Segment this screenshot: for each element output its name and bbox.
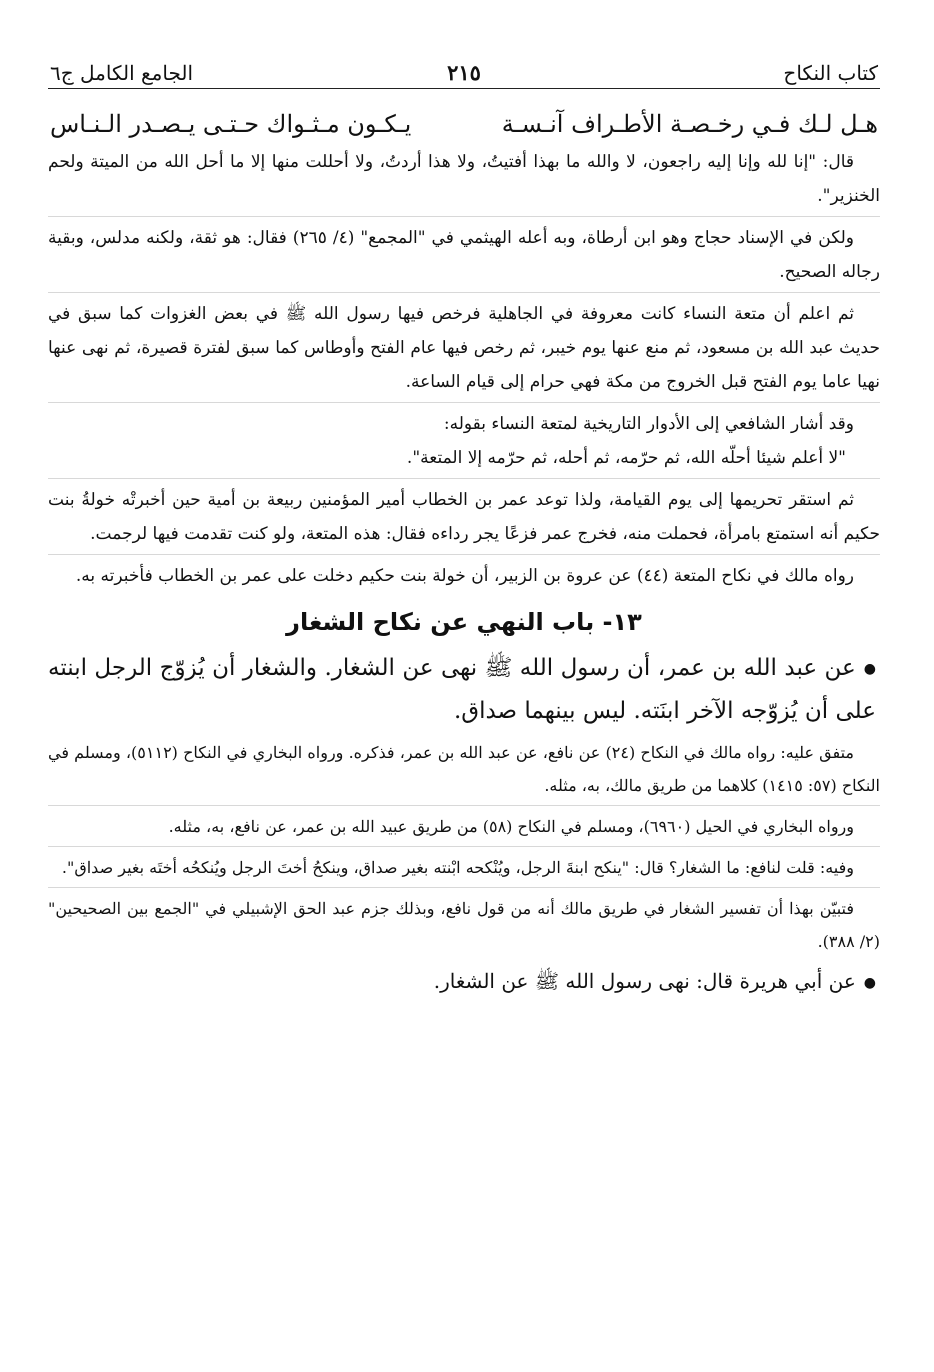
paragraph-shafii-quote: "لا أعلم شيئا أحلّه الله، ثم حرّمه، ثم أحله، ثم حرّمه إلا المتعة". <box>406 448 846 468</box>
divider <box>48 216 880 217</box>
paragraph-malik-narration: رواه مالك في نكاح المتعة (٤٤) عن عروة بن الزبير، أن خولة بنت حكيم دخلت على عمر بن الخطاب فأخبرته به. <box>75 566 854 586</box>
poem-left-hemistich: يـكـون مـثـواك حـتـى يـصـدر الـنـاس <box>50 110 412 138</box>
paragraph-umar-story: ثم استقر تحريمها إلى يوم القيامة، ولذا توعد عمر بن الخطاب أمير المؤمنين ربيعة بن أمية حين أخبرتْه خولةُ بنت حكيم أنه استمتع بامرأة، فحملت منه، فخرج عمر فزعًا يجر رداءه فقال: هذه المتعة، ولو كنت تقدمت فيها لرجمت. <box>48 490 880 544</box>
poem-verse <box>48 107 880 141</box>
book-page <box>48 54 880 1002</box>
hadith-ibn-umar-text: عن عبد الله بن عمر، أن رسول الله ﷺ نهى عن الشغار. والشغار أن يُزوّج الرجل ابنته على أن يُزوّجه الآخر ابنَته. ليس بينهما صداق. <box>48 655 876 724</box>
divider <box>48 478 880 479</box>
hadith-abu-hurayra-text: عن أبي هريرة قال: نهى رسول الله ﷺ عن الشغار. <box>433 969 856 993</box>
bullet-icon: ● <box>863 974 876 991</box>
divider <box>48 554 880 555</box>
takhrij-bukhari-hiyal: ورواه البخاري في الحيل (٦٩٦٠)، ومسلم في النكاح (٥٨) من طريق عبيد الله بن عمر، عن نافع، به، مثله. <box>168 817 854 836</box>
divider <box>48 805 880 806</box>
paragraph-quote-ibn-abbas: قال: "إنا لله وإنا إليه راجعون، لا والله ما بهذا أفتيتُ، ولا هذا أردتُ، ولا أحللت منها إلا ما أحل الله من الميتة ولحم الخنزير". <box>48 152 880 206</box>
paragraph-shafii-intro: وقد أشار الشافعي إلى الأدوار التاريخية لمتعة النساء بقوله: <box>443 414 854 434</box>
book-title: كتاب النكاح <box>783 61 878 85</box>
divider <box>48 402 880 403</box>
takhrij-abdulhaqq: فتبيّن بهذا أن تفسير الشغار في طريق مالك أنه من قول نافع، وبذلك جزم عبد الحق الإشبيلي في "الجمع بين الصحيحين" (٢/ ٣٨٨). <box>48 899 880 951</box>
divider <box>48 846 880 847</box>
takhrij-nafi-explanation: وفيه: قلت لنافع: ما الشغار؟ قال: "ينكح ابنةَ الرجل، ويُنْكحه ابْنته بغير صداق، وينكحُ أختَ الرجل ويُنكحُه أختَه بغير صداق". <box>61 858 854 877</box>
divider <box>48 292 880 293</box>
takhrij-muttafaq: متفق عليه: رواه مالك في النكاح (٢٤) عن نافع، عن عبد الله بن عمر، فذكره. ورواه البخاري في النكاح (٥١١٢)، ومسلم في النكاح (٥٧: ١٤١٥) كلاهما من طريق مالك، به، مثله. <box>48 743 880 795</box>
paragraph-mutah-history: ثم اعلم أن متعة النساء كانت معروفة في الجاهلية فرخص فيها رسول الله ﷺ في بعض الغزوات كما سبق في حديث عبد الله بن مسعود، ثم منع عنها يوم خيبر، ثم رخص فيها عام الفتح وأوطاس كما سبق لفترة قصيرة، ثم نهى عنها نهيا عاما يوم الفتح قبل الخروج من مكة فهي حرام إلى قيام الساعة. <box>48 304 880 392</box>
hadith-ibn-umar <box>48 647 880 732</box>
hadith-abu-hurayra <box>48 962 880 1002</box>
page-number: ٢١٥ <box>447 60 481 85</box>
bullet-icon: ● <box>863 661 876 677</box>
paragraph-isnad-note: ولكن في الإسناد حجاج وهو ابن أرطاة، وبه أعله الهيثمي في "المجمع" (٤/ ٢٦٥) فقال: هو ثقة، ولكنه مدلس، وبقية رجاله الصحيح. <box>48 228 880 282</box>
work-title: الجامع الكامل ج٦ <box>50 61 194 85</box>
section-heading: ١٣- باب النهي عن نكاح الشغار <box>286 608 642 636</box>
poem-right-hemistich: هـل لـك فـي رخـصـة الأطـراف آنـسـة <box>501 110 878 138</box>
divider <box>48 887 880 888</box>
running-header <box>48 54 880 89</box>
